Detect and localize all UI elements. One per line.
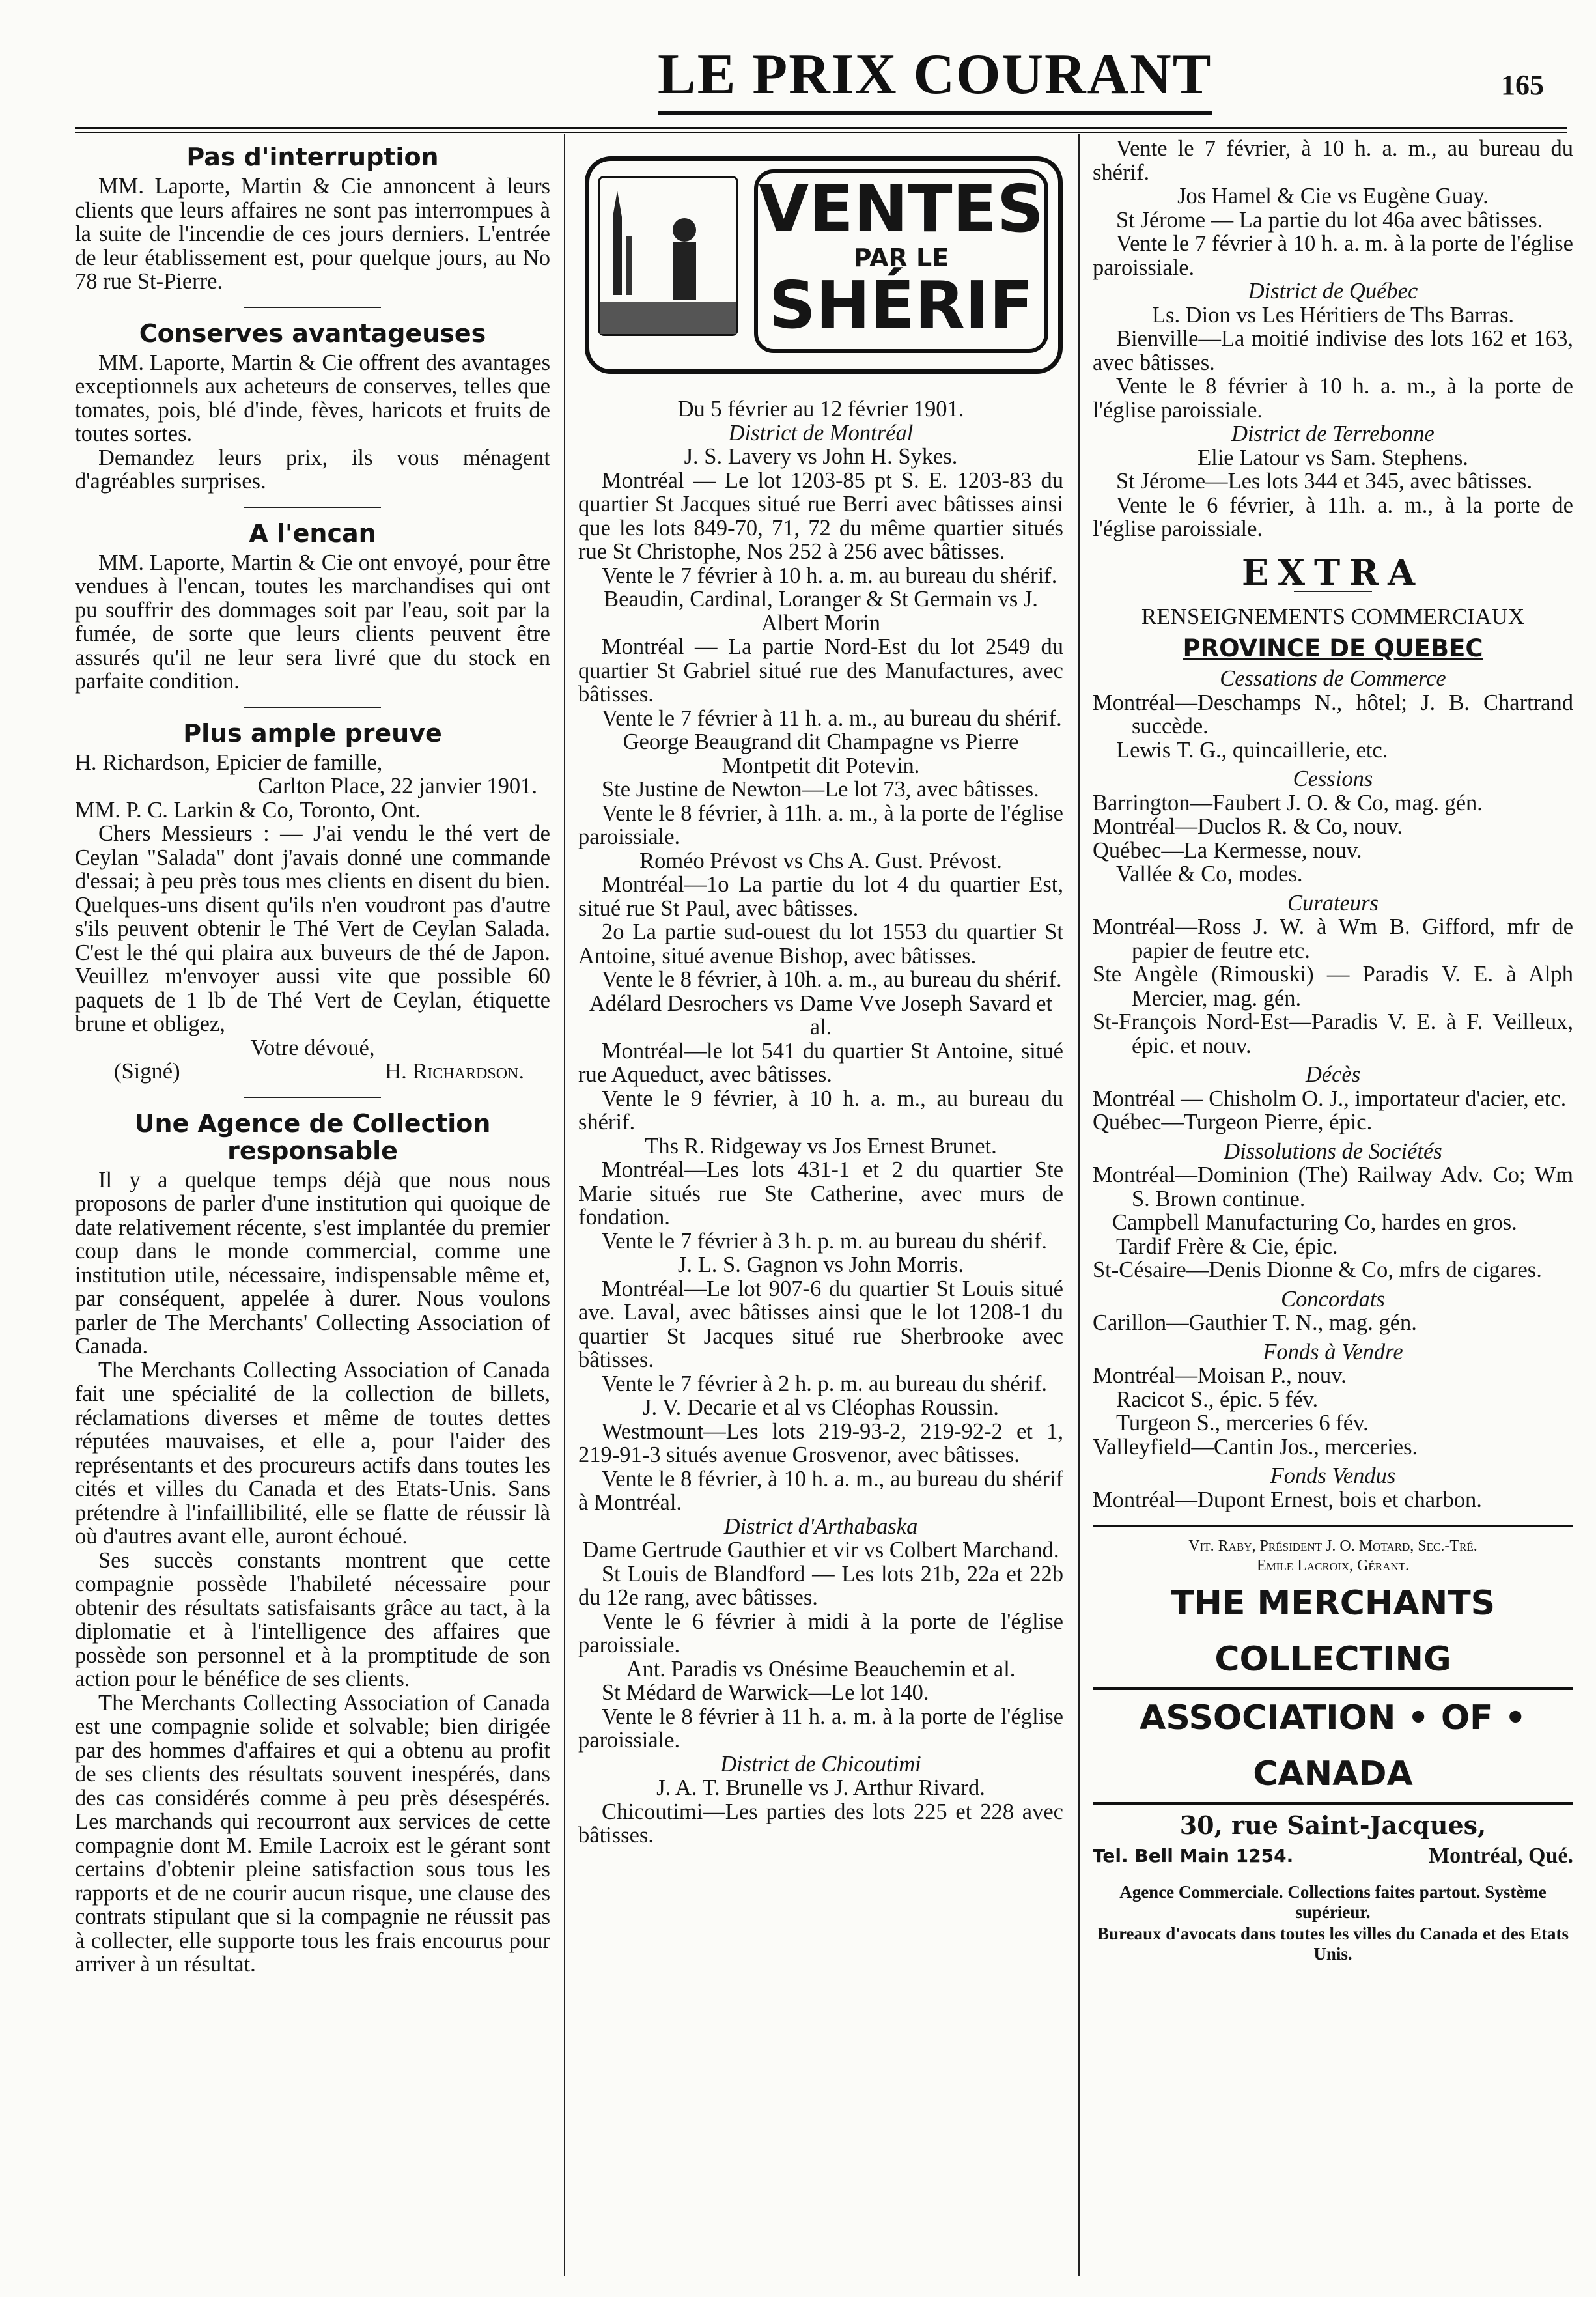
- paragraph: MM. Laporte, Martin & Cie offrent des avantages exceptionnels aux acheteurs de conserves, telles que tomates, pois, blé d'inde, fèves, haricots et fruits de toutes sortes.: [75, 350, 550, 446]
- letter-closing: Votre dévoué,: [250, 1035, 375, 1060]
- paragraph: Ses succès constants montrent que cette compagnie possède l'habileté nécessaire pour obtenir des résultats satisfaisants grâce au tact, à la diplomatie et à l'intelligence des affaires que possède son personnel et à la promptitude de son action pour le bénéfice de ses clients.: [75, 1547, 550, 1691]
- sale-dates: Du 5 février au 12 février 1901.: [677, 397, 964, 421]
- letter-sender: H. Richardson, Epicier de famille,: [75, 750, 383, 775]
- district-heading: District de Terrebonne: [1231, 421, 1435, 446]
- sale-parties: Elie Latour vs Sam. Stephens.: [1197, 445, 1468, 470]
- category-heading: Fonds Vendus: [1270, 1463, 1396, 1488]
- sale-parties: Jos Hamel & Cie vs Eugène Guay.: [1177, 184, 1489, 208]
- list-item: Barrington—Faubert J. O. & Co, mag. gén.: [1093, 790, 1483, 815]
- article-title: Conserves avantageuses: [139, 318, 486, 348]
- paragraph: The Merchants Collecting Association of Canada fait une spécialité de la collection de billets, réclamations diverses et même de toutes dettes réputées mauvaises, et elle a, pour l'aider des représentants et des procureurs actifs dans toutes les cités et villes du Canada et des Etats-Unis. Sans prétendre à l'infaillibilité, elle se flatte de réussir là où d'autres avant elle, auront échoué.: [75, 1357, 550, 1549]
- sale-time: Vente le 7 février à 10 h. a. m. à la porte de l'église paroissiale.: [1093, 231, 1573, 280]
- sale-time: Vente le 8 février, à 10h. a. m., au bureau du shérif.: [602, 967, 1062, 992]
- sale-parties: Ths R. Ridgeway vs Jos Ernest Brunet.: [645, 1133, 997, 1159]
- sale-time: Vente le 6 février, à 11h. a. m., à la porte de l'église paroissiale.: [1093, 492, 1573, 541]
- sale-time: Vente le 7 février à 2 h. p. m. au bureau du shérif.: [602, 1371, 1048, 1396]
- list-item: Québec—La Kermesse, nouv.: [1093, 838, 1362, 863]
- list-item: Montréal—Deschamps N., hôtel; J. B. Chartrand succède.: [1093, 690, 1573, 739]
- list-item: Montréal—Moisan P., nouv.: [1093, 1363, 1347, 1388]
- column-3: [1093, 137, 1573, 1964]
- category-heading: Concordats: [1281, 1286, 1385, 1312]
- sale-time: Vente le 9 février, à 10 h. a. m., au bureau du shérif.: [578, 1086, 1063, 1134]
- sale-parties: J. S. Lavery vs John H. Sykes.: [684, 444, 958, 469]
- sale-time: Vente le 6 février à midi à la porte de l'église paroissiale.: [578, 1609, 1063, 1657]
- ad-footer-1: Agence Commerciale. Collections faites partout. Système supérieur.: [1119, 1882, 1547, 1922]
- list-item: Carillon—Gauthier T. N., mag. gén.: [1093, 1310, 1417, 1335]
- sale-description: Chicoutimi—Les parties des lots 225 et 228 avec bâtisses.: [578, 1799, 1063, 1848]
- list-item: Ste Angèle (Rimouski) — Paradis V. E. à Alph Mercier, mag. gén.: [1093, 962, 1573, 1011]
- section-heading: RENSEIGNEMENTS COMMERCIAUX: [1141, 604, 1525, 629]
- sale-parties: Ant. Paradis vs Onésime Beauchemin et al.: [626, 1656, 1016, 1682]
- sale-parties: Ls. Dion vs Les Héritiers de Ths Barras.: [1151, 302, 1515, 328]
- article-title: A l'encan: [249, 518, 376, 548]
- sale-description: Montréal — Le lot 1203-85 pt S. E. 1203-83 du quartier St Jacques situé rue Berri avec bâtisses ainsi que les lots 849-70, 71, 72 du même quartier situés rue St Christophe, Nos 252 à 256 avec bâtisses.: [578, 468, 1063, 564]
- separator: [244, 507, 381, 508]
- separator: [244, 307, 381, 308]
- sale-time: Vente le 8 février, à 10 h. a. m., au bureau du shérif à Montréal.: [578, 1466, 1063, 1515]
- ad-city: Montréal, Qué.: [1429, 1843, 1573, 1868]
- sale-time: Vente le 7 février, à 10 h. a. m., au bureau du shérif.: [1093, 136, 1573, 185]
- banner-title: VENTES PAR LE SHÉRIF: [754, 169, 1048, 353]
- sale-time: Vente le 8 février, à 11h. a. m., à la porte de l'église paroissiale.: [578, 800, 1063, 849]
- sale-parties: J. V. Decarie et al vs Cléophas Roussin.: [643, 1395, 999, 1420]
- sale-parties: Adélard Desrochers vs Dame Vve Joseph Savard et al.: [589, 991, 1053, 1039]
- sale-description: St Jérome — La partie du lot 46a avec bâtisses.: [1116, 207, 1543, 233]
- list-item: Montréal — Chisholm O. J., importateur d'acier, etc.: [1093, 1086, 1567, 1111]
- sale-description: Montréal — La partie Nord-Est du lot 2549 du quartier St Gabriel situé rue des Manufactures, avec bâtisses.: [578, 634, 1063, 707]
- sale-time: Vente le 8 février à 10 h. a. m., à la porte de l'église paroissiale.: [1093, 374, 1573, 423]
- list-item: Turgeon S., merceries 6 fév.: [1116, 1411, 1369, 1435]
- category-heading: Curateurs: [1287, 890, 1379, 916]
- letter-signature: H. Richardson.: [385, 1059, 524, 1084]
- letter-signed: (Signé): [114, 1059, 180, 1084]
- list-item: Campbell Manufacturing Co, hardes en gros.: [1112, 1210, 1517, 1235]
- sale-description: 2o La partie sud-ouest du lot 1553 du quartier St Antoine, situé avenue Bishop, avec bâtisses.: [578, 920, 1063, 968]
- page-number: 165: [1501, 69, 1544, 101]
- paragraph: Il y a quelque temps déjà que nous nous proposons de parler d'une institution qui quoique de date relativement récente, s'est implantée du premier coup dans le monde commercial, comme une institution utile, nécessaire, indispensable même et, par conséquent, appelée à durer. Nous voulons parler de The Merchants' Collecting Association of Canada.: [75, 1167, 550, 1359]
- sale-description: St Louis de Blandford — Les lots 21b, 22a et 22b du 12e rang, avec bâtisses.: [578, 1561, 1063, 1610]
- sale-parties: J. A. T. Brunelle vs J. Arthur Rivard.: [656, 1775, 985, 1800]
- category-heading: Cessions: [1293, 767, 1373, 791]
- list-item: Montréal—Dominion (The) Railway Adv. Co; Wm S. Brown continue.: [1093, 1163, 1573, 1211]
- column-1: [75, 137, 550, 1977]
- advertisement: [1093, 1525, 1573, 1964]
- letter-date: Carlton Place, 22 janvier 1901.: [257, 774, 537, 798]
- paragraph: The Merchants Collecting Association of Canada est une compagnie solide et solvable; bien dirigée par des hommes d'affaires et qui a obtenu au profit de ses clients des résultats souvent inespérés, dans des cas considérés comme à peu près désespérés. Les marchands qui recourront aux services de cette compagnie dont M. Emile Lacroix est le gérant sont certains d'obtenir pleine satisfaction sous tous les rapports et de ne courir aucun risque, une clause des contrats stipulant que si la compagnie ne réussit pas à collecter, elle supporte tous les frais encourus pour arriver à un résultat.: [75, 1690, 550, 1977]
- letter-addressee: MM. P. C. Larkin & Co, Toronto, Ont.: [75, 797, 421, 823]
- sale-description: Montréal—Le lot 907-6 du quartier St Louis situé ave. Laval, avec bâtisses ainsi que le lot 1208-1 du quartier St Jacques situé rue Sherbrooke avec bâtisses.: [578, 1276, 1063, 1372]
- sale-description: Bienville—La moitié indivise des lots 162 et 163, avec bâtisses.: [1093, 326, 1573, 375]
- paragraph: MM. Laporte, Martin & Cie annoncent à leurs clients que leurs affaires ne sont pas interrompues à la suite de l'incendie de ces jours derniers. L'entrée de leur établissement est, pour quelque jours, au No 78 rue St-Pierre.: [75, 174, 550, 294]
- separator: [244, 707, 381, 708]
- sale-description: Montréal—1o La partie du lot 4 du quartier Est, situé rue St Paul, avec bâtisses.: [578, 872, 1063, 921]
- sale-description: St Jérome—Les lots 344 et 345, avec bâtisses.: [1116, 469, 1533, 494]
- sale-parties: Beaudin, Cardinal, Loranger & St Germain vs J. Albert Morin: [604, 587, 1038, 636]
- sale-description: Ste Justine de Newton—Le lot 73, avec bâtisses.: [602, 777, 1039, 802]
- column-divider-2: [1078, 134, 1080, 2276]
- article-title: Pas d'interruption: [186, 143, 439, 171]
- sheriff-illustration: [598, 176, 738, 336]
- list-item: Lewis T. G., quincaillerie, etc.: [1116, 737, 1388, 763]
- list-item: Racicot S., épic. 5 fév.: [1116, 1387, 1319, 1412]
- column-divider-1: [564, 134, 565, 2276]
- district-heading: District de Montréal: [728, 420, 914, 445]
- list-item: St-François Nord-Est—Paradis V. E. à F. Veilleux, épic. et nouv.: [1093, 1009, 1573, 1058]
- category-heading: Fonds à Vendre: [1263, 1339, 1403, 1364]
- article-title: Plus ample preuve: [183, 718, 442, 748]
- sale-description: Montréal—le lot 541 du quartier St Antoine, situé rue Aqueduct, avec bâtisses.: [578, 1038, 1063, 1087]
- sale-time: Vente le 7 février à 10 h. a. m. au bureau du shérif.: [602, 563, 1057, 588]
- province-heading: PROVINCE DE QUEBEC: [1183, 634, 1483, 662]
- sale-parties: J. L. S. Gagnon vs John Morris.: [678, 1252, 964, 1277]
- ad-company-line-2: ASSOCIATION • OF • CANADA: [1093, 1690, 1573, 1805]
- list-item: Vallée & Co, modes.: [1116, 862, 1303, 886]
- paragraph: Chers Messieurs : — J'ai vendu le thé vert de Ceylan "Salada" dont j'avais donné une commande d'essai; à peu près tous mes clients en disent du bien. Quelques-uns disent qu'ils n'en voudront pas d'autre s'ils peuvent obtenir le Thé Vert de Ceylan Salada. C'est le thé qui plaira aux buveurs de thé de Japon. Veuillez m'envoyer aussi vite que possible 60 paquets de 1 lb de Thé Vert de Ceylan, étiquette brune et obligez,: [75, 821, 550, 1036]
- ad-footer-2: Bureaux d'avocats dans toutes les villes du Canada et des Etats Unis.: [1097, 1924, 1569, 1964]
- ad-company-line-1: THE MERCHANTS COLLECTING: [1093, 1575, 1573, 1690]
- sale-parties: Roméo Prévost vs Chs A. Gust. Prévost.: [639, 848, 1002, 873]
- ad-address: 30, rue Saint-Jacques,: [1179, 1811, 1487, 1840]
- category-heading: Décès: [1305, 1062, 1361, 1087]
- article-title: Une Agence de Collection responsable: [134, 1108, 491, 1165]
- sale-description: Montréal—Les lots 431-1 et 2 du quartier Ste Marie situés rue Ste Catherine, avec murs de fondation.: [578, 1157, 1063, 1230]
- sale-time: Vente le 8 février à 11 h. a. m. à la porte de l'église paroissiale.: [578, 1704, 1063, 1753]
- sale-description: Westmount—Les lots 219-93-2, 219-92-2 et 1, 219-91-3 situés avenue Grosvenor, avec bâtisses.: [578, 1418, 1063, 1467]
- category-heading: Cessations de Commerce: [1220, 666, 1446, 691]
- list-item: Tardif Frère & Cie, épic.: [1116, 1233, 1338, 1259]
- ad-telephone: Tel. Bell Main 1254.: [1093, 1844, 1294, 1867]
- district-heading: District d'Arthabaska: [723, 1514, 918, 1539]
- header-rule: [75, 127, 1567, 129]
- ad-officers: Vit. Raby, Président J. O. Motard, Sec.-Tré.: [1188, 1538, 1477, 1555]
- list-item: Montréal—Dupont Ernest, bois et charbon.: [1093, 1487, 1482, 1512]
- paragraph: Demandez leurs prix, ils vous ménagent d'agréables surprises.: [75, 445, 550, 494]
- paragraph: MM. Laporte, Martin & Cie ont envoyé, pour être vendues à l'encan, toutes les marchandises qui ont pu souffrir des dommages soit par l'eau, soit par la fumée, de sorte que leurs clients peuvent être assurés qu'il ne leur sera livré que du stock en parfaite condition.: [75, 550, 550, 694]
- list-item: Québec—Turgeon Pierre, épic.: [1093, 1110, 1373, 1134]
- ad-manager: Emile Lacroix, Gérant.: [1256, 1557, 1410, 1574]
- list-item: Valleyfield—Cantin Jos., merceries.: [1093, 1434, 1418, 1459]
- sale-parties: Dame Gertrude Gauthier et vir vs Colbert Marchand.: [582, 1538, 1059, 1562]
- extra-heading: EXTRA: [1241, 551, 1424, 593]
- district-heading: District de Québec: [1248, 279, 1418, 303]
- sale-time: Vente le 7 février à 3 h. p. m. au bureau du shérif.: [602, 1228, 1048, 1254]
- sale-time: Vente le 7 février à 11 h. a. m., au bureau du shérif.: [602, 705, 1062, 731]
- category-heading: Dissolutions de Sociétés: [1224, 1138, 1442, 1164]
- sale-description: St Médard de Warwick—Le lot 140.: [602, 1680, 929, 1705]
- sale-parties: George Beaugrand dit Champagne vs Pierre Montpetit dit Potevin.: [623, 729, 1019, 778]
- district-heading: District de Chicoutimi: [720, 1751, 921, 1777]
- masthead: [0, 39, 1596, 124]
- publication-logo: LE PRIX COURANT: [658, 39, 1212, 115]
- list-item: Montréal—Duclos R. & Co, nouv.: [1093, 814, 1403, 839]
- sheriff-sales-banner: [578, 156, 1063, 371]
- header-rule-thin: [75, 132, 1567, 133]
- separator: [244, 1097, 381, 1098]
- list-item: Montréal—Ross J. W. à Wm B. Gifford, mfr de papier de feutre etc.: [1093, 914, 1573, 963]
- list-item: St-Césaire—Denis Dionne & Co, mfrs de cigares.: [1093, 1258, 1542, 1282]
- column-2: [578, 137, 1063, 1848]
